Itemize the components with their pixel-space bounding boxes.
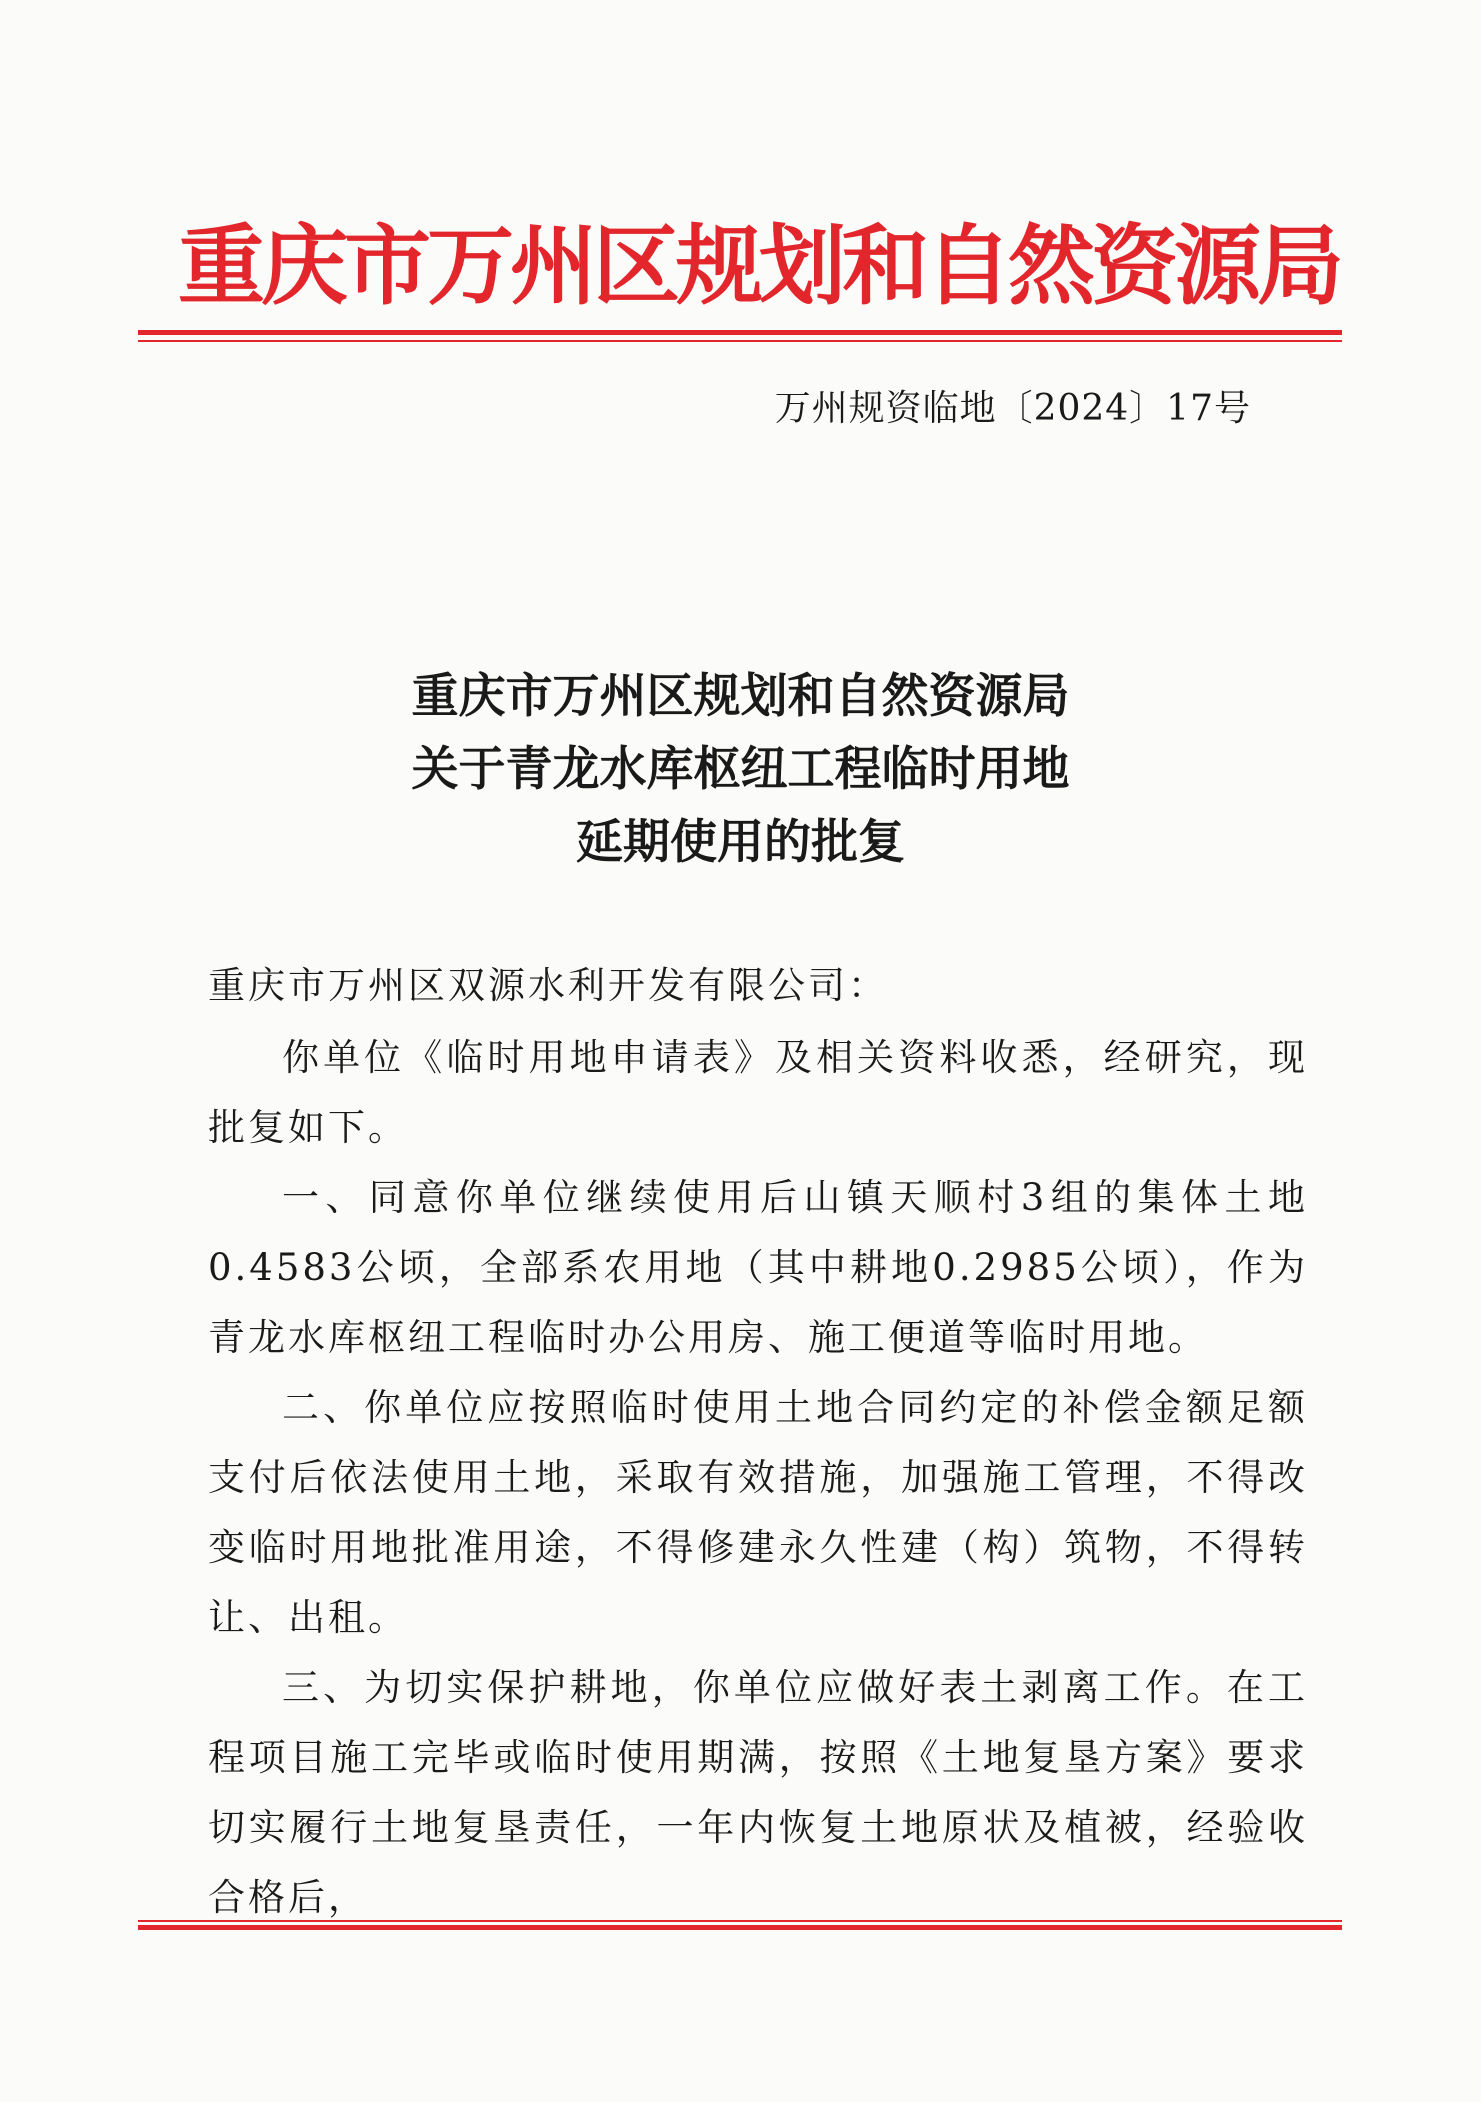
document-number: 万州规资临地〔2024〕17号	[774, 388, 1251, 429]
addressee: 重庆市万州区双源水利开发有限公司：	[208, 964, 888, 1007]
paragraph-item-2: 二、你单位应按照临时使用土地合同约定的补偿金额足额支付后依法使用土地，采取有效措施，加强施工管理，不得改变临时用地批准用途，不得修建永久性建（构）筑物，不得转让、出租。	[208, 1386, 1308, 1639]
letterhead-red-rule	[138, 330, 1342, 335]
letterhead-red-rule-thin	[138, 340, 1342, 342]
letterhead-title: 重庆市万州区规划和自然资源局	[178, 214, 1340, 317]
title-line-2: 关于青龙水库枢纽工程临时用地	[411, 742, 1070, 797]
paragraph-item-1: 一、同意你单位继续使用后山镇天顺村3组的集体土地0.4583公顷，全部系农用地（其中耕地0.2985公顷），作为青龙水库枢纽工程临时办公用房、施工便道等临时用地。	[208, 1176, 1308, 1359]
paragraph-intro: 你单位《临时用地申请表》及相关资料收悉，经研究，现批复如下。	[208, 1036, 1308, 1149]
title-line-1: 重庆市万州区规划和自然资源局	[411, 669, 1070, 724]
paragraph-item-3: 三、为切实保护耕地，你单位应做好表土剥离工作。在工程项目施工完毕或临时使用期满，按照《土地复垦方案》要求切实履行土地复垦责任，一年内恢复土地原状及植被，经验收合格后，	[208, 1666, 1308, 1919]
document-body	[208, 1023, 1308, 1933]
document-title	[0, 660, 1481, 879]
footer-red-rule	[138, 1925, 1342, 1930]
footer-red-rule-thin	[138, 1920, 1342, 1922]
title-line-3: 延期使用的批复	[576, 815, 905, 870]
